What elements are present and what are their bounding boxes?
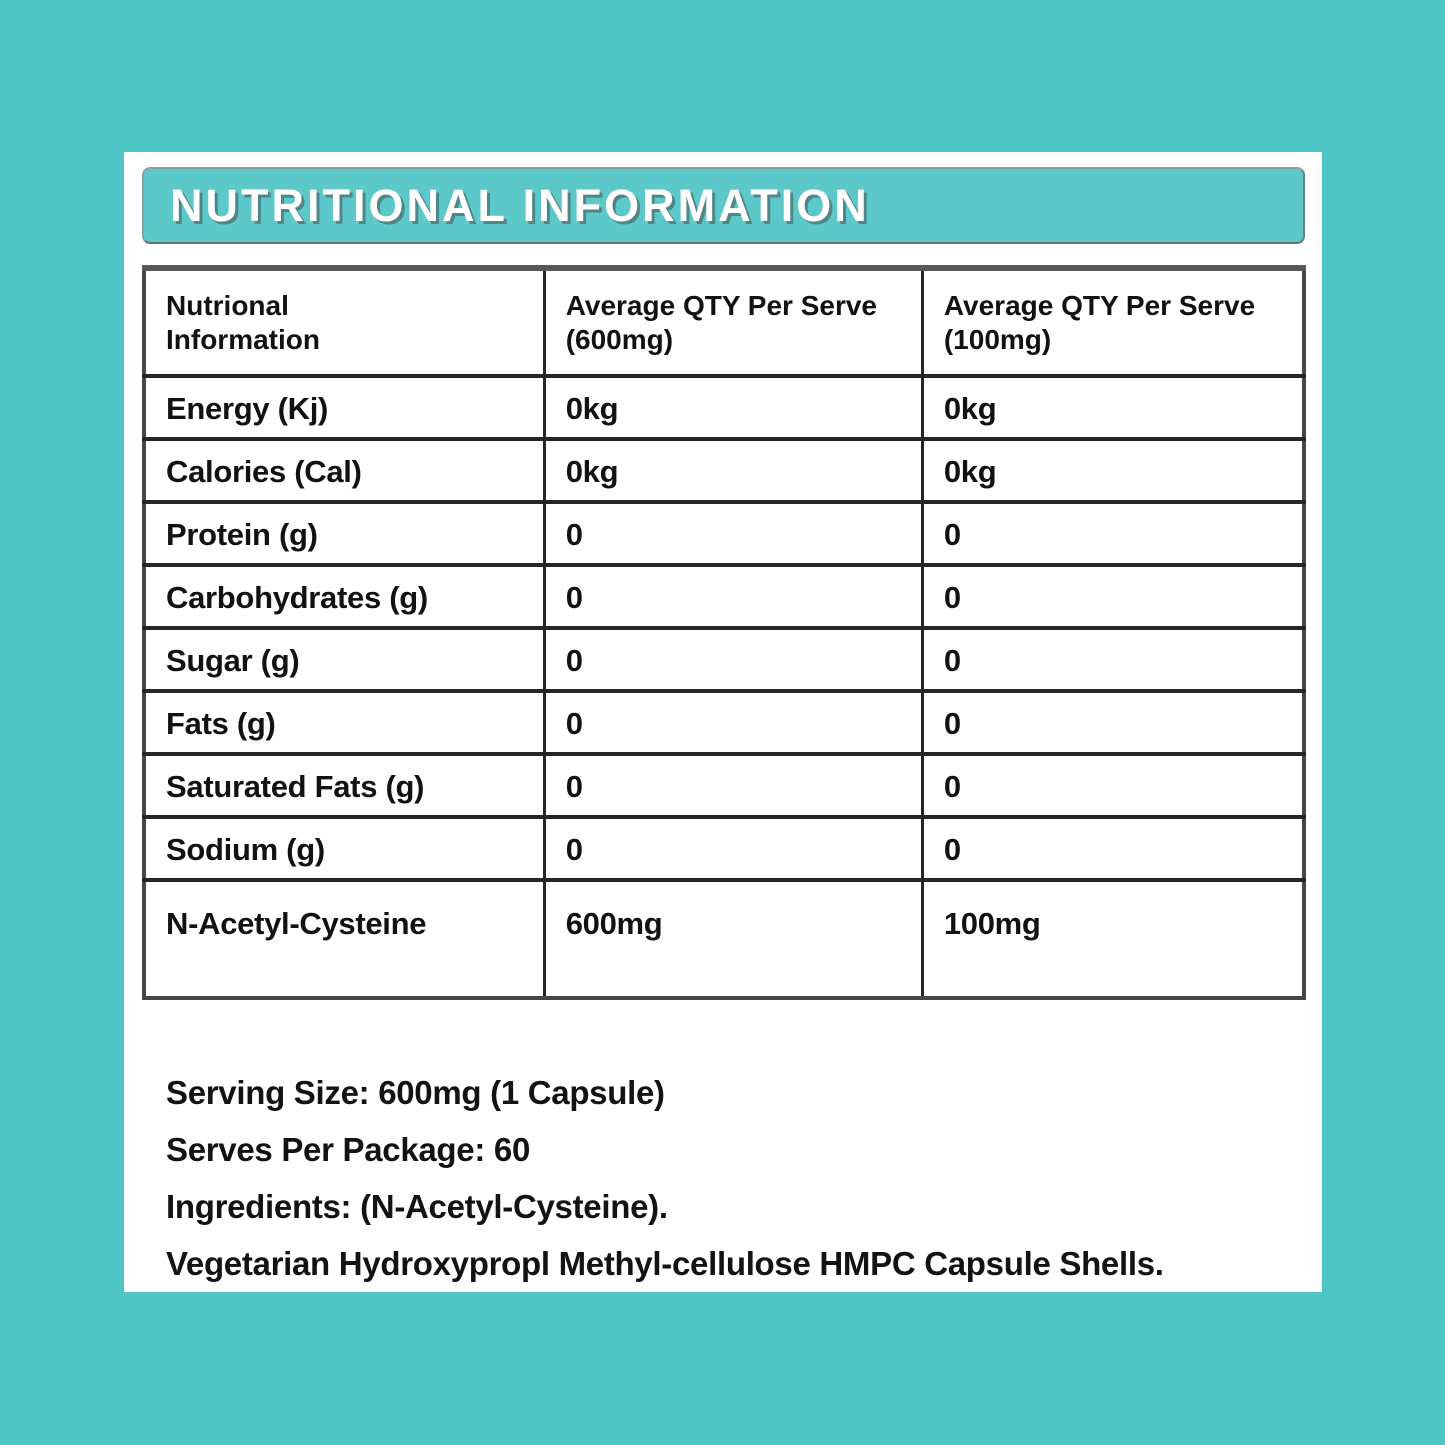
value-600mg: 0 [544, 817, 922, 880]
row-label: Protein (g) [144, 502, 544, 565]
banner-title: NUTRITIONAL INFORMATION [170, 179, 870, 231]
ingredients-text: Ingredients: (N-Acetyl-Cysteine). [166, 1188, 668, 1225]
value-100mg: 0 [922, 691, 1304, 754]
value-600mg: 0 [544, 691, 922, 754]
table-row [144, 565, 1304, 628]
table-row [144, 691, 1304, 754]
table-header-row [144, 268, 1304, 376]
row-label: N-Acetyl-Cysteine [144, 880, 544, 998]
column-header-per-serve-100mg: Average QTY Per Serve (100mg) [922, 268, 1304, 376]
value-600mg: 0 [544, 565, 922, 628]
row-label: Sugar (g) [144, 628, 544, 691]
serving-size-text: Serving Size: 600mg (1 Capsule) [166, 1074, 665, 1111]
value-600mg: 0 [544, 628, 922, 691]
nutrition-banner [142, 167, 1305, 244]
value-100mg: 0 [922, 628, 1304, 691]
row-label: Carbohydrates (g) [144, 565, 544, 628]
value-100mg: 0 [922, 502, 1304, 565]
capsule-shells-text: Vegetarian Hydroxypropl Methyl-cellulose HMPC Capsule Shells. [166, 1245, 1164, 1282]
value-100mg: 0kg [922, 439, 1304, 502]
table-row [144, 439, 1304, 502]
footer-notes [166, 1064, 1306, 1292]
row-label: Fats (g) [144, 691, 544, 754]
value-600mg: 0kg [544, 439, 922, 502]
serves-per-package-text: Serves Per Package: 60 [166, 1131, 531, 1168]
table-row [144, 628, 1304, 691]
table-row [144, 376, 1304, 439]
value-600mg: 0kg [544, 376, 922, 439]
table-row [144, 502, 1304, 565]
value-600mg: 600mg [544, 880, 922, 998]
value-100mg: 100mg [922, 880, 1304, 998]
column-header-nutritional-information: Nutrional Information [166, 289, 320, 355]
value-100mg: 0 [922, 817, 1304, 880]
row-label: Calories (Cal) [144, 439, 544, 502]
row-label: Energy (Kj) [144, 376, 544, 439]
value-100mg: 0 [922, 565, 1304, 628]
row-label: Saturated Fats (g) [144, 754, 544, 817]
nutrition-label-card [124, 152, 1322, 1292]
table-row [144, 880, 1304, 998]
row-label: Sodium (g) [144, 817, 544, 880]
column-header-per-serve-600mg: Average QTY Per Serve (600mg) [544, 268, 922, 376]
table-row [144, 754, 1304, 817]
value-600mg: 0 [544, 754, 922, 817]
value-100mg: 0kg [922, 376, 1304, 439]
nutrition-table [142, 265, 1306, 1000]
value-100mg: 0 [922, 754, 1304, 817]
table-row [144, 817, 1304, 880]
value-600mg: 0 [544, 502, 922, 565]
